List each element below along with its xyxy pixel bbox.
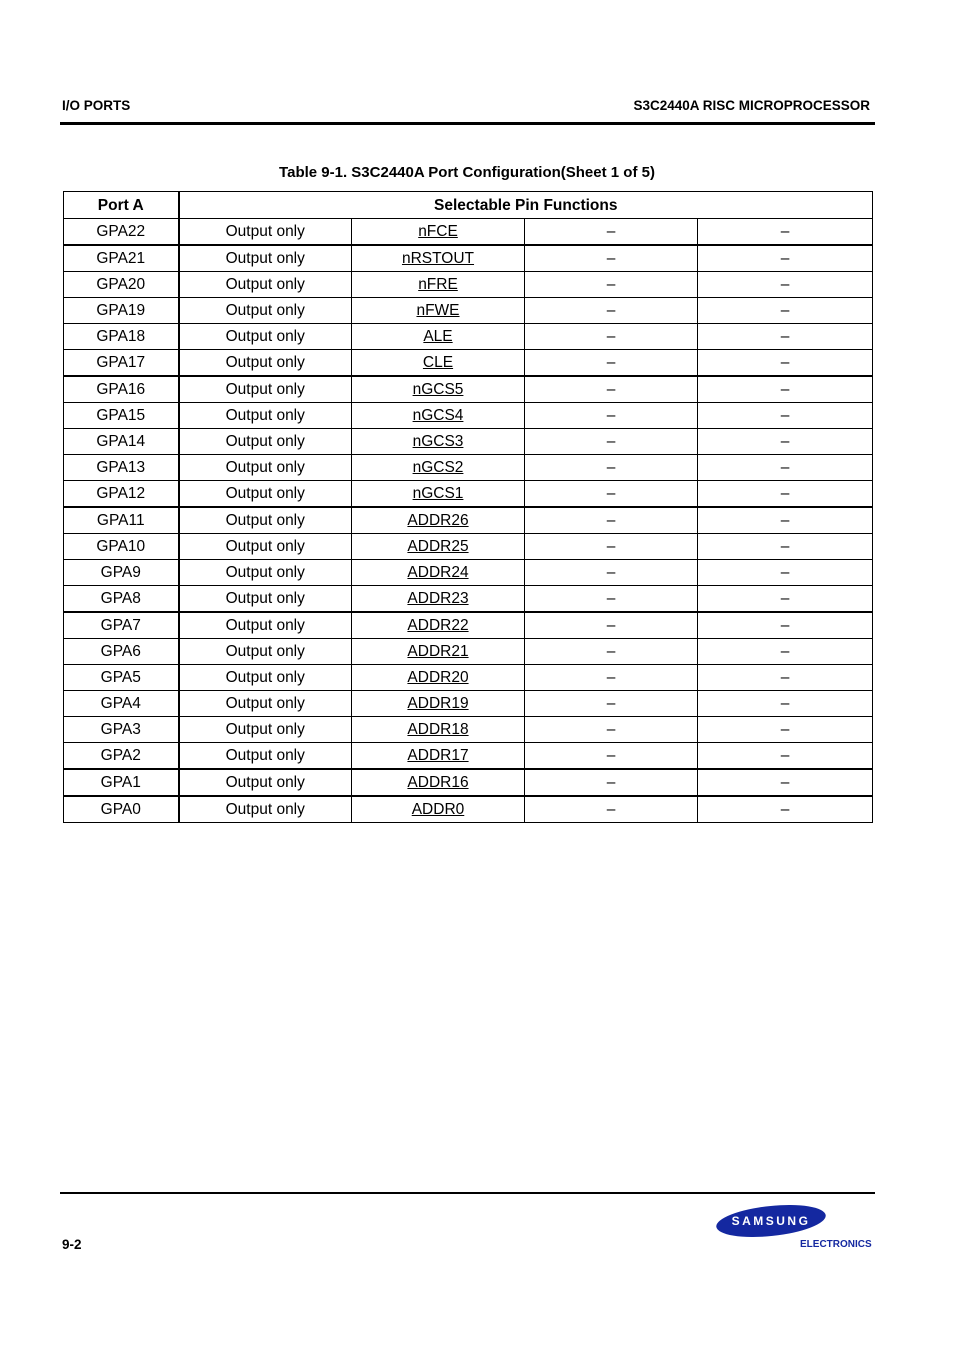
port-cell bbox=[64, 796, 179, 823]
function-1-cell-text: Output only bbox=[225, 381, 305, 398]
function-3-cell-text: – bbox=[606, 459, 616, 476]
function-2-cell bbox=[352, 455, 525, 481]
function-4-cell bbox=[698, 769, 873, 796]
function-2-cell-text: nGCS5 bbox=[412, 381, 464, 398]
function-3-cell-text: – bbox=[606, 669, 616, 686]
function-1-cell bbox=[179, 219, 352, 246]
function-2-cell-text: ADDR20 bbox=[407, 669, 469, 686]
function-3-cell-text: – bbox=[606, 433, 616, 450]
function-1-cell-text: Output only bbox=[225, 512, 305, 529]
port-cell bbox=[64, 219, 179, 246]
port-cell bbox=[64, 507, 179, 534]
function-1-cell-text: Output only bbox=[225, 721, 305, 738]
function-3-cell bbox=[525, 691, 698, 717]
function-1-cell-text: Output only bbox=[225, 302, 305, 319]
function-4-cell bbox=[698, 534, 873, 560]
table-row bbox=[64, 586, 873, 613]
function-3-cell bbox=[525, 376, 698, 403]
port-cell bbox=[64, 429, 179, 455]
function-4-cell-text: – bbox=[780, 617, 790, 634]
port-cell-text: GPA8 bbox=[100, 590, 141, 607]
port-cell-text: GPA19 bbox=[96, 302, 146, 319]
function-3-cell bbox=[525, 743, 698, 770]
function-4-cell-text: – bbox=[780, 276, 790, 293]
function-2-cell-text: nGCS1 bbox=[412, 485, 464, 502]
function-3-cell-text: – bbox=[606, 774, 616, 791]
function-4-cell-text: – bbox=[780, 721, 790, 738]
function-2-cell-text: CLE bbox=[422, 354, 454, 371]
function-2-cell-text: ADDR26 bbox=[407, 512, 469, 529]
port-cell-text: GPA21 bbox=[96, 250, 146, 267]
function-1-cell bbox=[179, 403, 352, 429]
function-1-cell-text: Output only bbox=[225, 564, 305, 581]
port-cell-text: GPA6 bbox=[100, 643, 141, 660]
function-3-cell bbox=[525, 507, 698, 534]
function-2-cell-text: nFCE bbox=[418, 223, 458, 240]
function-4-cell-text: – bbox=[780, 801, 790, 818]
table-row bbox=[64, 350, 873, 377]
function-3-cell-text: – bbox=[606, 643, 616, 660]
function-2-cell bbox=[352, 691, 525, 717]
function-4-cell bbox=[698, 245, 873, 272]
port-configuration-table bbox=[63, 191, 873, 823]
function-2-cell-text: nGCS2 bbox=[412, 459, 464, 476]
function-3-cell bbox=[525, 586, 698, 613]
function-4-cell-text: – bbox=[780, 328, 790, 345]
port-cell bbox=[64, 586, 179, 613]
function-2-cell-text: nRSTOUT bbox=[401, 250, 475, 267]
function-1-cell-text: Output only bbox=[225, 801, 305, 818]
function-2-cell-text: nFRE bbox=[418, 276, 458, 293]
running-header-product: S3C2440A RISC MICROPROCESSOR bbox=[633, 98, 870, 113]
function-1-cell-text: Output only bbox=[225, 538, 305, 555]
function-2-cell-text: ADDR16 bbox=[407, 774, 469, 791]
function-4-cell-text: – bbox=[780, 669, 790, 686]
function-4-cell bbox=[698, 376, 873, 403]
port-cell bbox=[64, 743, 179, 770]
table-row bbox=[64, 403, 873, 429]
port-cell bbox=[64, 376, 179, 403]
function-3-cell bbox=[525, 560, 698, 586]
function-4-cell-text: – bbox=[780, 381, 790, 398]
logo-electronics-text: ELECTRONICS bbox=[800, 1239, 872, 1250]
function-2-cell bbox=[352, 324, 525, 350]
table-row bbox=[64, 769, 873, 796]
function-1-cell bbox=[179, 796, 352, 823]
function-2-cell bbox=[352, 376, 525, 403]
table-caption: Table 9-1. S3C2440A Port Configuration(Sheet 1 of 5) bbox=[279, 164, 655, 181]
function-4-cell bbox=[698, 481, 873, 508]
function-1-cell-text: Output only bbox=[225, 747, 305, 764]
function-3-cell bbox=[525, 298, 698, 324]
function-1-cell-text: Output only bbox=[225, 459, 305, 476]
function-2-cell-text: ALE bbox=[423, 328, 453, 345]
header-rule bbox=[60, 122, 875, 125]
function-2-cell-text: nFWE bbox=[416, 302, 460, 319]
port-cell bbox=[64, 691, 179, 717]
function-2-cell bbox=[352, 665, 525, 691]
function-2-cell-text: ADDR23 bbox=[407, 590, 469, 607]
function-1-cell bbox=[179, 376, 352, 403]
function-4-cell bbox=[698, 324, 873, 350]
function-2-cell-text: ADDR25 bbox=[407, 538, 469, 555]
function-4-cell-text: – bbox=[780, 538, 790, 555]
function-1-cell-text: Output only bbox=[225, 643, 305, 660]
function-4-cell bbox=[698, 665, 873, 691]
function-2-cell-text: ADDR21 bbox=[407, 643, 469, 660]
column-header-functions: Selectable Pin Functions bbox=[179, 192, 873, 219]
function-1-cell bbox=[179, 665, 352, 691]
function-4-cell-text: – bbox=[780, 433, 790, 450]
port-cell-text: GPA14 bbox=[96, 433, 146, 450]
function-1-cell bbox=[179, 455, 352, 481]
function-2-cell bbox=[352, 481, 525, 508]
column-header-port: Port A bbox=[64, 192, 179, 219]
port-cell bbox=[64, 324, 179, 350]
function-3-cell-text: – bbox=[606, 564, 616, 581]
function-3-cell bbox=[525, 245, 698, 272]
function-4-cell-text: – bbox=[780, 747, 790, 764]
function-3-cell bbox=[525, 717, 698, 743]
function-4-cell-text: – bbox=[780, 250, 790, 267]
function-4-cell bbox=[698, 272, 873, 298]
function-1-cell-text: Output only bbox=[225, 433, 305, 450]
table-row bbox=[64, 534, 873, 560]
function-1-cell bbox=[179, 324, 352, 350]
function-2-cell bbox=[352, 429, 525, 455]
function-3-cell-text: – bbox=[606, 512, 616, 529]
function-2-cell-text: ADDR0 bbox=[411, 801, 465, 818]
table-row bbox=[64, 272, 873, 298]
function-1-cell bbox=[179, 429, 352, 455]
function-2-cell bbox=[352, 245, 525, 272]
function-3-cell-text: – bbox=[606, 590, 616, 607]
function-3-cell-text: – bbox=[606, 354, 616, 371]
function-2-cell bbox=[352, 298, 525, 324]
port-cell-text: GPA18 bbox=[96, 328, 146, 345]
port-cell-text: GPA1 bbox=[100, 774, 141, 791]
port-cell-text: GPA3 bbox=[100, 721, 141, 738]
running-header-section: I/O PORTS bbox=[62, 98, 131, 113]
function-1-cell-text: Output only bbox=[225, 223, 305, 240]
function-1-cell-text: Output only bbox=[225, 328, 305, 345]
function-4-cell-text: – bbox=[780, 459, 790, 476]
function-4-cell bbox=[698, 219, 873, 246]
port-cell-text: GPA4 bbox=[100, 695, 141, 712]
function-3-cell-text: – bbox=[606, 801, 616, 818]
function-1-cell bbox=[179, 245, 352, 272]
function-3-cell-text: – bbox=[606, 250, 616, 267]
port-cell-text: GPA17 bbox=[96, 354, 146, 371]
function-3-cell bbox=[525, 324, 698, 350]
function-4-cell-text: – bbox=[780, 485, 790, 502]
port-cell-text: GPA0 bbox=[100, 801, 141, 818]
table-row bbox=[64, 376, 873, 403]
port-cell-text: GPA9 bbox=[100, 564, 141, 581]
function-4-cell bbox=[698, 743, 873, 770]
port-cell-text: GPA7 bbox=[100, 617, 141, 634]
port-cell-text: GPA12 bbox=[96, 485, 146, 502]
table-row bbox=[64, 639, 873, 665]
function-1-cell bbox=[179, 350, 352, 377]
port-cell bbox=[64, 350, 179, 377]
function-3-cell-text: – bbox=[606, 302, 616, 319]
function-3-cell-text: – bbox=[606, 223, 616, 240]
table-row bbox=[64, 429, 873, 455]
function-4-cell-text: – bbox=[780, 590, 790, 607]
function-2-cell-text: ADDR24 bbox=[407, 564, 469, 581]
function-2-cell bbox=[352, 534, 525, 560]
table-row bbox=[64, 507, 873, 534]
table-row bbox=[64, 324, 873, 350]
function-1-cell-text: Output only bbox=[225, 485, 305, 502]
function-3-cell bbox=[525, 403, 698, 429]
function-1-cell-text: Output only bbox=[225, 695, 305, 712]
table-row bbox=[64, 245, 873, 272]
function-4-cell bbox=[698, 560, 873, 586]
function-4-cell bbox=[698, 717, 873, 743]
function-1-cell-text: Output only bbox=[225, 774, 305, 791]
function-2-cell-text: ADDR18 bbox=[407, 721, 469, 738]
function-4-cell-text: – bbox=[780, 774, 790, 791]
function-2-cell bbox=[352, 507, 525, 534]
function-2-cell-text: nGCS3 bbox=[412, 433, 464, 450]
function-3-cell bbox=[525, 769, 698, 796]
function-3-cell bbox=[525, 639, 698, 665]
function-4-cell-text: – bbox=[780, 512, 790, 529]
function-3-cell bbox=[525, 455, 698, 481]
function-4-cell-text: – bbox=[780, 223, 790, 240]
table-row bbox=[64, 481, 873, 508]
function-3-cell-text: – bbox=[606, 538, 616, 555]
port-cell-text: GPA22 bbox=[96, 223, 146, 240]
function-4-cell bbox=[698, 796, 873, 823]
table-row bbox=[64, 665, 873, 691]
port-cell bbox=[64, 272, 179, 298]
table-row bbox=[64, 717, 873, 743]
function-2-cell-text: ADDR17 bbox=[407, 747, 469, 764]
function-3-cell bbox=[525, 429, 698, 455]
function-4-cell bbox=[698, 298, 873, 324]
function-4-cell bbox=[698, 507, 873, 534]
port-cell bbox=[64, 665, 179, 691]
function-2-cell bbox=[352, 350, 525, 377]
function-1-cell-text: Output only bbox=[225, 590, 305, 607]
port-cell bbox=[64, 534, 179, 560]
port-cell bbox=[64, 612, 179, 639]
function-1-cell bbox=[179, 534, 352, 560]
function-3-cell-text: – bbox=[606, 407, 616, 424]
function-3-cell-text: – bbox=[606, 721, 616, 738]
function-3-cell bbox=[525, 350, 698, 377]
function-2-cell bbox=[352, 796, 525, 823]
function-2-cell bbox=[352, 560, 525, 586]
port-cell bbox=[64, 245, 179, 272]
function-2-cell bbox=[352, 639, 525, 665]
function-1-cell-text: Output only bbox=[225, 669, 305, 686]
function-1-cell bbox=[179, 639, 352, 665]
function-2-cell bbox=[352, 403, 525, 429]
function-2-cell bbox=[352, 612, 525, 639]
function-3-cell-text: – bbox=[606, 485, 616, 502]
port-cell-text: GPA11 bbox=[96, 512, 145, 529]
page-number: 9-2 bbox=[62, 1237, 82, 1252]
function-2-cell-text: ADDR22 bbox=[407, 617, 469, 634]
function-2-cell bbox=[352, 272, 525, 298]
port-cell bbox=[64, 769, 179, 796]
function-2-cell-text: nGCS4 bbox=[412, 407, 464, 424]
function-3-cell bbox=[525, 796, 698, 823]
port-cell-text: GPA2 bbox=[100, 747, 141, 764]
function-1-cell bbox=[179, 560, 352, 586]
function-1-cell bbox=[179, 507, 352, 534]
function-3-cell bbox=[525, 612, 698, 639]
table-row bbox=[64, 560, 873, 586]
function-2-cell bbox=[352, 769, 525, 796]
function-4-cell-text: – bbox=[780, 354, 790, 371]
function-3-cell bbox=[525, 665, 698, 691]
port-cell bbox=[64, 481, 179, 508]
function-1-cell-text: Output only bbox=[225, 407, 305, 424]
port-cell-text: GPA13 bbox=[96, 459, 146, 476]
function-4-cell bbox=[698, 586, 873, 613]
function-1-cell-text: Output only bbox=[225, 617, 305, 634]
port-cell bbox=[64, 717, 179, 743]
function-4-cell bbox=[698, 350, 873, 377]
footer-rule bbox=[60, 1192, 875, 1194]
table-row bbox=[64, 455, 873, 481]
port-cell-text: GPA10 bbox=[96, 538, 146, 555]
table-row bbox=[64, 219, 873, 246]
function-2-cell-text: ADDR19 bbox=[407, 695, 469, 712]
function-1-cell bbox=[179, 691, 352, 717]
function-3-cell-text: – bbox=[606, 747, 616, 764]
function-3-cell bbox=[525, 481, 698, 508]
function-4-cell-text: – bbox=[780, 564, 790, 581]
table-row bbox=[64, 298, 873, 324]
function-3-cell-text: – bbox=[606, 617, 616, 634]
function-4-cell-text: – bbox=[780, 302, 790, 319]
function-3-cell bbox=[525, 272, 698, 298]
table-row bbox=[64, 691, 873, 717]
function-1-cell bbox=[179, 298, 352, 324]
function-4-cell-text: – bbox=[780, 643, 790, 660]
function-1-cell bbox=[179, 272, 352, 298]
function-2-cell bbox=[352, 743, 525, 770]
port-cell-text: GPA20 bbox=[96, 276, 146, 293]
function-1-cell-text: Output only bbox=[225, 354, 305, 371]
port-cell bbox=[64, 560, 179, 586]
function-2-cell bbox=[352, 586, 525, 613]
port-cell-text: GPA15 bbox=[96, 407, 146, 424]
port-cell-text: GPA5 bbox=[100, 669, 141, 686]
function-1-cell-text: Output only bbox=[225, 250, 305, 267]
function-4-cell bbox=[698, 429, 873, 455]
port-cell bbox=[64, 455, 179, 481]
table-row bbox=[64, 743, 873, 770]
table-row bbox=[64, 612, 873, 639]
table-row bbox=[64, 796, 873, 823]
function-1-cell bbox=[179, 586, 352, 613]
function-4-cell-text: – bbox=[780, 407, 790, 424]
function-3-cell bbox=[525, 219, 698, 246]
function-4-cell-text: – bbox=[780, 695, 790, 712]
function-2-cell bbox=[352, 717, 525, 743]
function-1-cell bbox=[179, 481, 352, 508]
function-1-cell bbox=[179, 769, 352, 796]
function-3-cell-text: – bbox=[606, 381, 616, 398]
function-1-cell bbox=[179, 717, 352, 743]
function-1-cell bbox=[179, 612, 352, 639]
function-2-cell bbox=[352, 219, 525, 246]
port-cell bbox=[64, 639, 179, 665]
function-3-cell-text: – bbox=[606, 328, 616, 345]
function-4-cell bbox=[698, 691, 873, 717]
function-3-cell bbox=[525, 534, 698, 560]
port-cell bbox=[64, 403, 179, 429]
logo-brand-text: SAMSUNG bbox=[731, 1214, 811, 1228]
function-1-cell-text: Output only bbox=[225, 276, 305, 293]
port-cell-text: GPA16 bbox=[96, 381, 146, 398]
function-3-cell-text: – bbox=[606, 276, 616, 293]
function-4-cell bbox=[698, 455, 873, 481]
function-4-cell bbox=[698, 639, 873, 665]
function-1-cell bbox=[179, 743, 352, 770]
function-4-cell bbox=[698, 403, 873, 429]
function-4-cell bbox=[698, 612, 873, 639]
port-cell bbox=[64, 298, 179, 324]
function-3-cell-text: – bbox=[606, 695, 616, 712]
